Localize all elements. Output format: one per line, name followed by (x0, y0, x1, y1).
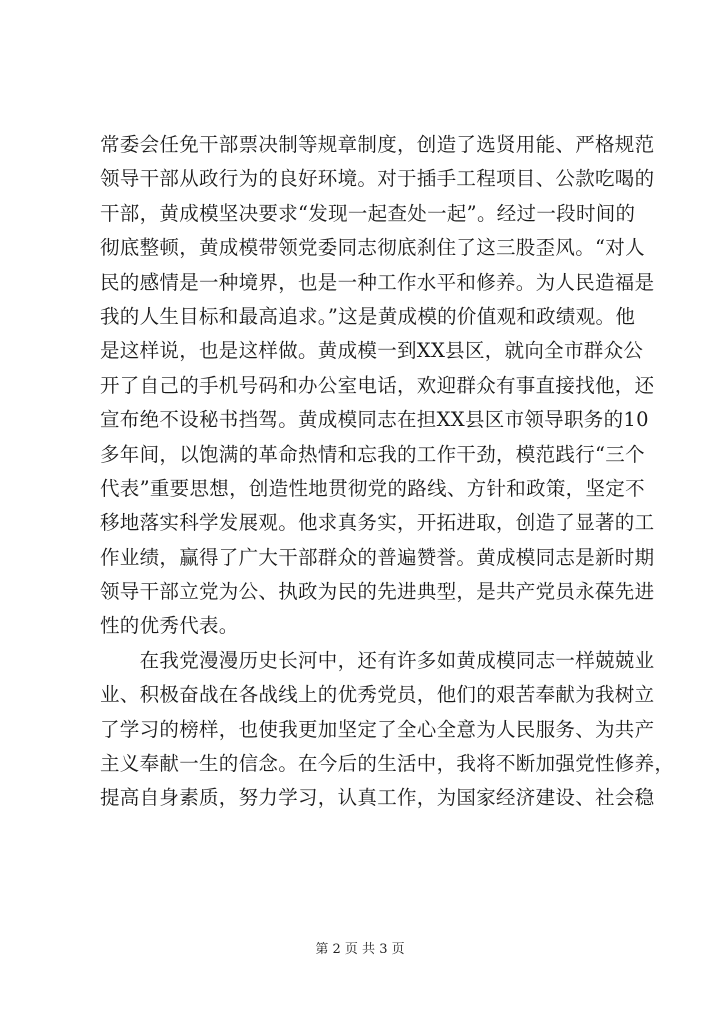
text-line: 常委会任免干部票决制等规章制度，创造了选贤用能、严格规范 (100, 133, 655, 156)
text-line: 业、积极奋战在各战线上的优秀党员，他们的艰苦奉献为我树立 (100, 683, 655, 707)
text-line: 提高自身素质，努力学习，认真工作，为国家经济建设、社会稳 (100, 786, 655, 810)
text-line: 移地落实科学发展观。他求真务实，开拓进取，创造了显著的工 (100, 511, 655, 535)
text-line: 宣布绝不设秘书挡驾。黄成模同志在担XX县区市领导职务的10 (100, 408, 649, 432)
text-line: 领导干部从政行为的良好环境。对于插手工程项目、公款吃喝的 (100, 167, 655, 191)
text-line: 开了自己的手机号码和办公室电话，欢迎群众有事直接找他，还 (100, 373, 655, 397)
text-line: 干部，黄成模坚决要求“发现一起查处一起”。经过一段时间的 (100, 201, 636, 225)
page-footer: 第 2 页 共 3 页 (315, 942, 405, 957)
text-line: 领导干部立党为公、执政为民的先进典型，是共产党员永葆先进 (100, 580, 655, 604)
text-line: 我的人生目标和最高追求。”这是黄成模的价值观和政绩观。他 (100, 304, 636, 328)
text-line: 民的感情是一种境界，也是一种工作水平和修养。为人民造福是 (100, 270, 655, 294)
body-text (100, 128, 675, 816)
text-line: 性的优秀代表。 (100, 614, 239, 638)
text-line: 是这样说，也是这样做。黄成模一到XX县区，就向全市群众公 (100, 339, 644, 363)
text-line: 作业绩，赢得了广大干部群众的普遍赞誉。黄成模同志是新时期 (100, 545, 655, 569)
text-line: 彻底整顿，黄成模带领党委同志彻底刹住了这三股歪风。“对人 (100, 236, 645, 260)
text-line: 多年间，以饱满的革命热情和忘我的工作干劲，模范践行“三个 (100, 442, 645, 466)
text-line: 主义奉献一生的信念。在今后的生活中，我将不断加强党性修养， (100, 752, 675, 776)
text-line: 在我党漫漫历史长河中，还有许多如黄成模同志一样兢兢业 (100, 648, 655, 672)
text-line: 代表”重要思想，创造性地贯彻党的路线、方针和政策，坚定不 (100, 476, 645, 500)
text-line: 了学习的榜样，也使我更加坚定了全心全意为人民服务、为共产 (100, 717, 655, 741)
